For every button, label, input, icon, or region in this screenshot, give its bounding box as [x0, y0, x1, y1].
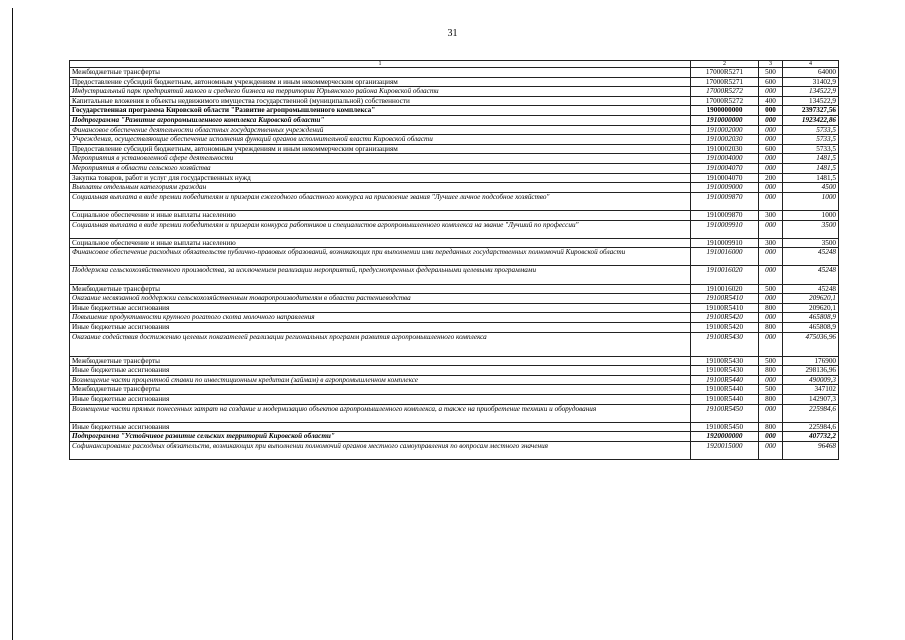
budget-table	[69, 60, 839, 460]
table-row	[70, 238, 839, 248]
table-row	[70, 154, 839, 164]
row-code-cell: 1910009910	[691, 238, 759, 248]
row-type-cell: 000	[759, 87, 783, 97]
table-row	[70, 68, 839, 78]
row-type-cell: 600	[759, 77, 783, 87]
row-amount-cell: 1481,5	[783, 173, 839, 183]
row-type-cell: 800	[759, 303, 783, 313]
row-name-cell: Оказание несвязанной поддержки сельскохозяйственным товаропроизводителям в области растениеводства	[70, 294, 691, 304]
table-header-row	[70, 61, 839, 68]
row-amount-cell: 1923422,86	[783, 115, 839, 125]
row-amount-cell: 1000	[783, 192, 839, 210]
row-type-cell: 000	[759, 332, 783, 356]
table-row	[70, 366, 839, 376]
row-type-cell: 000	[759, 432, 783, 442]
row-amount-cell: 298136,96	[783, 366, 839, 376]
row-code-cell: 1910002030	[691, 144, 759, 154]
row-code-cell: 1910009910	[691, 220, 759, 238]
table-row	[70, 183, 839, 193]
table-row	[70, 248, 839, 266]
page-number: 31	[447, 28, 458, 39]
row-code-cell: 19100R5410	[691, 303, 759, 313]
row-amount-cell: 31402,9	[783, 77, 839, 87]
row-type-cell: 800	[759, 323, 783, 333]
row-type-cell: 500	[759, 356, 783, 366]
row-type-cell: 000	[759, 183, 783, 193]
row-code-cell: 1910002030	[691, 135, 759, 145]
row-code-cell: 1910004070	[691, 163, 759, 173]
row-name-cell: Финансовое обеспечение расходных обязательств публично-правовых образований, возникающих при выполнении ими переданных государственных полномочий Кировской области	[70, 248, 691, 266]
table-row	[70, 220, 839, 238]
row-code-cell: 1910002000	[691, 125, 759, 135]
row-type-cell: 600	[759, 144, 783, 154]
table-row	[70, 294, 839, 304]
row-name-cell: Иные бюджетные ассигнования	[70, 422, 691, 432]
row-amount-cell: 225984,6	[783, 404, 839, 422]
table-row	[70, 77, 839, 87]
row-type-cell: 000	[759, 266, 783, 284]
row-code-cell: 1910016020	[691, 266, 759, 284]
header-cell-amount: 4	[783, 61, 839, 68]
row-code-cell: 1910009870	[691, 192, 759, 210]
row-name-cell: Оказание содействия достижению целевых показателей реализации региональных программ развития агропромышленного комплекса	[70, 332, 691, 356]
row-name-cell: Подпрограмма "Устойчивое развитие сельских территорий Кировской области"	[70, 432, 691, 442]
row-code-cell: 1910004000	[691, 154, 759, 164]
table-row	[70, 303, 839, 313]
row-code-cell: 17000R5271	[691, 77, 759, 87]
row-code-cell: 19100R5430	[691, 332, 759, 356]
row-name-cell: Предоставление субсидий бюджетным, автономным учреждениям и иным некоммерческим организациям	[70, 77, 691, 87]
row-code-cell: 19100R5420	[691, 313, 759, 323]
row-amount-cell: 3500	[783, 238, 839, 248]
row-name-cell: Межбюджетные трансферты	[70, 385, 691, 395]
table-row	[70, 210, 839, 220]
table-row	[70, 173, 839, 183]
row-type-cell: 000	[759, 115, 783, 125]
row-type-cell: 800	[759, 366, 783, 376]
row-code-cell: 1920015000	[691, 441, 759, 459]
row-code-cell: 19100R5440	[691, 385, 759, 395]
table-row	[70, 395, 839, 405]
table-row	[70, 356, 839, 366]
row-code-cell: 1920000000	[691, 432, 759, 442]
table-row	[70, 144, 839, 154]
row-code-cell: 19100R5440	[691, 375, 759, 385]
row-type-cell: 000	[759, 441, 783, 459]
row-code-cell: 17000R5271	[691, 68, 759, 78]
row-code-cell: 19100R5440	[691, 395, 759, 405]
row-name-cell: Возмещение части прямых понесенных затрат на создание и модернизацию объектов агропромышленного комплекса, а также на приобретение техники и оборудования	[70, 404, 691, 422]
row-type-cell: 000	[759, 313, 783, 323]
header-cell-name: 1	[70, 61, 691, 68]
row-amount-cell: 225984,6	[783, 422, 839, 432]
row-amount-cell: 465808,9	[783, 323, 839, 333]
row-name-cell: Возмещение части процентной ставки по инвестиционным кредитам (займам) в агропромышленном комплексе	[70, 375, 691, 385]
row-name-cell: Закупка товаров, работ и услуг для государственных нужд	[70, 173, 691, 183]
row-name-cell: Выплаты отдельным категориям граждан	[70, 183, 691, 193]
table-row	[70, 115, 839, 125]
row-amount-cell: 64000	[783, 68, 839, 78]
row-code-cell: 17000R5272	[691, 87, 759, 97]
table-row	[70, 422, 839, 432]
row-type-cell: 000	[759, 404, 783, 422]
table-row	[70, 284, 839, 294]
table-row	[70, 385, 839, 395]
row-type-cell: 400	[759, 96, 783, 106]
row-type-cell: 000	[759, 106, 783, 116]
row-type-cell: 000	[759, 220, 783, 238]
row-name-cell: Учреждения, осуществляющие обеспечение исполнения функций органов исполнительной власти Кировской области	[70, 135, 691, 145]
row-name-cell: Государственная программа Кировской области "Развитие агропромышленного комплекса"	[70, 106, 691, 116]
row-name-cell: Социальное обеспечение и иные выплаты населению	[70, 210, 691, 220]
row-type-cell: 800	[759, 395, 783, 405]
row-type-cell: 800	[759, 422, 783, 432]
row-code-cell: 1910000000	[691, 115, 759, 125]
row-name-cell: Социальное обеспечение и иные выплаты населению	[70, 238, 691, 248]
row-name-cell: Предоставление субсидий бюджетным, автономным учреждениям и иным некоммерческим организациям	[70, 144, 691, 154]
row-type-cell: 000	[759, 135, 783, 145]
table-row	[70, 313, 839, 323]
row-code-cell: 1910016020	[691, 284, 759, 294]
row-code-cell: 17000R5272	[691, 96, 759, 106]
row-name-cell: Социальная выплата в виде премии победителям и призерам ежегодного областного конкурса на присвоение звания "Лучшее личное подсобное хозяйство"	[70, 192, 691, 210]
table-row	[70, 192, 839, 210]
row-amount-cell: 5733,5	[783, 125, 839, 135]
table-row	[70, 441, 839, 459]
row-amount-cell: 142907,3	[783, 395, 839, 405]
row-name-cell: Межбюджетные трансферты	[70, 356, 691, 366]
row-code-cell: 19100R5430	[691, 366, 759, 376]
row-code-cell: 19100R5430	[691, 356, 759, 366]
row-amount-cell: 96468	[783, 441, 839, 459]
table-row	[70, 375, 839, 385]
row-amount-cell: 209620,1	[783, 294, 839, 304]
row-name-cell: Социальная выплата в виде премии победителям и призерам конкурса работников и специалистов агропромышленного комплекса на звание "Лучший по профессии"	[70, 220, 691, 238]
row-amount-cell: 45248	[783, 266, 839, 284]
row-type-cell: 200	[759, 173, 783, 183]
header-cell-code: 2	[691, 61, 759, 68]
row-code-cell: 19100R5450	[691, 422, 759, 432]
row-amount-cell: 134522,9	[783, 96, 839, 106]
row-type-cell: 300	[759, 238, 783, 248]
row-name-cell: Мероприятия в установленной сфере деятельности	[70, 154, 691, 164]
row-name-cell: Межбюджетные трансферты	[70, 68, 691, 78]
table-row	[70, 404, 839, 422]
row-name-cell: Иные бюджетные ассигнования	[70, 395, 691, 405]
table-row	[70, 323, 839, 333]
row-amount-cell: 45248	[783, 248, 839, 266]
row-name-cell: Софинансирование расходных обязательств, возникающих при выполнении полномочий органов местного самоуправления по вопросам местного значения	[70, 441, 691, 459]
row-code-cell: 19100R5410	[691, 294, 759, 304]
row-code-cell: 19100R5450	[691, 404, 759, 422]
row-type-cell: 300	[759, 210, 783, 220]
row-name-cell: Иные бюджетные ассигнования	[70, 366, 691, 376]
row-name-cell: Поддержка сельскохозяйственного производства, за исключением реализации мероприятий, предусмотренных федеральными целевыми программами	[70, 266, 691, 284]
row-name-cell: Иные бюджетные ассигнования	[70, 323, 691, 333]
row-name-cell: Повышение продуктивности крупного рогатого скота молочного направления	[70, 313, 691, 323]
row-code-cell: 1900000000	[691, 106, 759, 116]
row-amount-cell: 45248	[783, 284, 839, 294]
row-amount-cell: 2397327,56	[783, 106, 839, 116]
table-row	[70, 125, 839, 135]
row-type-cell: 500	[759, 68, 783, 78]
row-type-cell: 000	[759, 375, 783, 385]
row-amount-cell: 490009,3	[783, 375, 839, 385]
row-code-cell: 1910009870	[691, 210, 759, 220]
row-name-cell: Подпрограмма "Развитие агропромышленного комплекса Кировской области"	[70, 115, 691, 125]
table-row	[70, 266, 839, 284]
row-name-cell: Межбюджетные трансферты	[70, 284, 691, 294]
row-amount-cell: 475036,96	[783, 332, 839, 356]
row-type-cell: 000	[759, 192, 783, 210]
row-type-cell: 500	[759, 284, 783, 294]
row-code-cell: 1910009000	[691, 183, 759, 193]
row-amount-cell: 1481,5	[783, 154, 839, 164]
row-amount-cell: 176900	[783, 356, 839, 366]
row-type-cell: 000	[759, 154, 783, 164]
row-amount-cell: 1000	[783, 210, 839, 220]
row-code-cell: 1910004070	[691, 173, 759, 183]
row-amount-cell: 5733,5	[783, 135, 839, 145]
row-name-cell: Индустриальный парк предприятий малого и среднего бизнеса на территории Юрьянского района Кировской области	[70, 87, 691, 97]
table-row	[70, 87, 839, 97]
row-name-cell: Мероприятия в области сельского хозяйства	[70, 163, 691, 173]
row-code-cell: 1910016000	[691, 248, 759, 266]
row-amount-cell: 3500	[783, 220, 839, 238]
table-row	[70, 163, 839, 173]
row-type-cell: 000	[759, 163, 783, 173]
row-type-cell: 000	[759, 248, 783, 266]
left-margin-line	[12, 8, 13, 640]
row-amount-cell: 134522,9	[783, 87, 839, 97]
header-cell-type: 3	[759, 61, 783, 68]
row-amount-cell: 347102	[783, 385, 839, 395]
row-amount-cell: 1481,5	[783, 163, 839, 173]
row-type-cell: 000	[759, 294, 783, 304]
table-row	[70, 106, 839, 116]
row-name-cell: Финансовое обеспечение деятельности областных государственных учреждений	[70, 125, 691, 135]
row-amount-cell: 4500	[783, 183, 839, 193]
row-type-cell: 500	[759, 385, 783, 395]
row-amount-cell: 407732,2	[783, 432, 839, 442]
row-amount-cell: 5733,5	[783, 144, 839, 154]
row-amount-cell: 209620,1	[783, 303, 839, 313]
row-name-cell: Иные бюджетные ассигнования	[70, 303, 691, 313]
table-row	[70, 432, 839, 442]
row-type-cell: 000	[759, 125, 783, 135]
row-name-cell: Капитальные вложения в объекты недвижимого имущества государственной (муниципальной) собственности	[70, 96, 691, 106]
table-row	[70, 135, 839, 145]
table-row	[70, 332, 839, 356]
row-code-cell: 19100R5420	[691, 323, 759, 333]
row-amount-cell: 465808,9	[783, 313, 839, 323]
table-row	[70, 96, 839, 106]
